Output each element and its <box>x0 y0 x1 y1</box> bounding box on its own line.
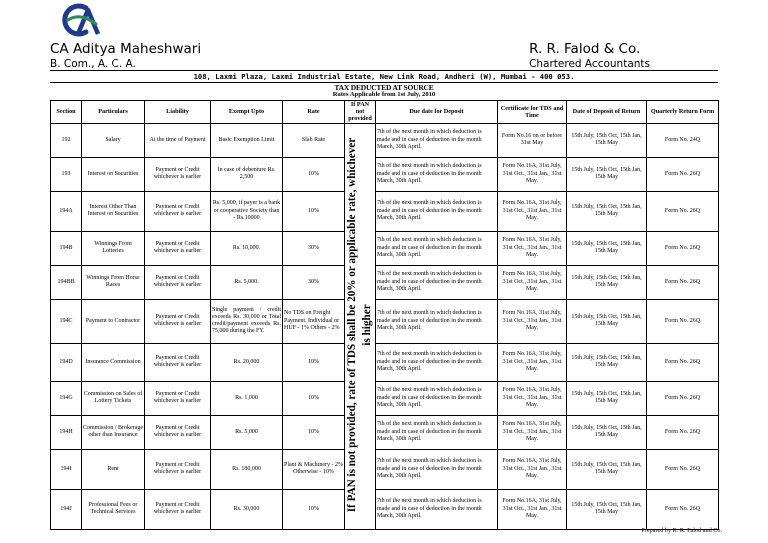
return-date-cell: 15th July, 15th Oct, 15th Jan, 15th May <box>567 489 647 529</box>
table-row <box>51 231 719 265</box>
col-section: Section <box>51 101 82 124</box>
pan-note-cell <box>345 123 376 529</box>
col-rate: Rate <box>283 101 345 124</box>
section-cell: 194D <box>51 343 82 381</box>
particulars-cell: Insurance Commission <box>82 343 145 381</box>
exempt-cell: Rs. 10,000. <box>211 231 283 265</box>
form-cell: Form No. 26Q <box>647 381 719 415</box>
form-cell: Form No. 26Q <box>647 265 719 299</box>
due-cell: 7th of the next month in which deduction is made and in case of deduction in the month March, 30th April. <box>376 449 498 489</box>
liability-cell: Payment or Credit whichever is earlier <box>145 343 211 381</box>
liability-cell: Payment or Credit whichever is earlier <box>145 415 211 449</box>
section-cell: 194H <box>51 415 82 449</box>
return-date-cell: 15th July, 15th Oct, 15th Jan, 15th May <box>567 299 647 343</box>
particulars-cell: Winnings From Lotteries <box>82 231 145 265</box>
exempt-cell: Rs. 5,000. <box>211 265 283 299</box>
section-cell: 193 <box>51 157 82 191</box>
rate-cell: 10% <box>283 489 345 529</box>
table-row <box>51 415 719 449</box>
certificate-cell: Form No.16A, 31st July, 31st Oct., 31st Jan., 31st May. <box>498 299 567 343</box>
liability-cell: Payment or Credit whichever is earlier <box>145 449 211 489</box>
ca-logo-icon <box>56 2 102 42</box>
due-cell: 7th of the next month in which deduction is made and in case of deduction in the month March, 30th April. <box>376 343 498 381</box>
certificate-cell: Form No.16A, 31st July, 31st Oct., 31st Jan., 31st May. <box>498 489 567 529</box>
liability-cell: Payment or Credit whichever is earlier <box>145 489 211 529</box>
document-title: TAX DEDUCTED AT SOURCE <box>334 83 434 92</box>
table-row <box>51 265 719 299</box>
return-date-cell: 15th July, 15th Oct, 15th Jan, 15th May <box>567 415 647 449</box>
due-cell: 7th of the next month in which deduction is made and in case of deduction in the month March, 30th April. <box>376 415 498 449</box>
section-cell: 192 <box>51 123 82 157</box>
right-name: R. R. Falod & Co. <box>529 41 641 57</box>
col-due: Due date for Deposit <box>376 101 498 124</box>
section-cell: 194A <box>51 191 82 231</box>
particulars-cell: Winnings From Horse Races <box>82 265 145 299</box>
firm-left-header <box>50 41 201 71</box>
divider-top <box>50 70 718 71</box>
form-cell: Form No. 26Q <box>647 343 719 381</box>
certificate-cell: Form No.16A, 31st July, 31st Oct., 31st Jan., 31st May. <box>498 415 567 449</box>
return-date-cell: 15th July, 15th Oct, 15th Jan, 15th May <box>567 157 647 191</box>
form-cell: Form No. 26Q <box>647 191 719 231</box>
form-cell: Form No. 26Q <box>647 415 719 449</box>
due-cell: 7th of the next month in which deduction is made and in case of deduction in the month March, 30th April. <box>376 489 498 529</box>
particulars-cell: Interest on Securities <box>82 157 145 191</box>
exempt-cell: Rs. 20,000 <box>211 343 283 381</box>
exempt-cell: Single payment / credit exceeds Rs. 30,000 or Total credit/payment exceeds Rs. 75,000 during the FY. <box>211 299 283 343</box>
table-row <box>51 449 719 489</box>
address: 108, Laxmi Plaza, Laxmi Industrial Estate, New Link Road, Andheri (W), Mumbai - 400 053. <box>193 72 575 81</box>
liability-cell: Payment or Credit whichever is earlier <box>145 265 211 299</box>
section-cell: 194J <box>51 489 82 529</box>
certificate-cell: Form No.16A, 31st July, 31st Oct., 31st Jan., 31st May. <box>498 265 567 299</box>
table-row <box>51 157 719 191</box>
particulars-cell: Rent <box>82 449 145 489</box>
certificate-cell: Form No.16A, 31st July, 31st Oct., 31st Jan., 31st May. <box>498 231 567 265</box>
section-cell: 194B <box>51 231 82 265</box>
due-cell: 7th of the next month in which deduction is made and in case of deduction in the month March, 30th April. <box>376 123 498 157</box>
rate-cell: 30% <box>283 265 345 299</box>
exempt-cell: In case of debenture Rs. 2,500 <box>211 157 283 191</box>
rate-cell: 10% <box>283 191 345 231</box>
table-row <box>51 191 719 231</box>
table-row <box>51 343 719 381</box>
exempt-cell: Rs. 5,000, if payer is a bank or cooperative Society than - Rs.10000 <box>211 191 283 231</box>
table-row <box>51 123 719 157</box>
due-cell: 7th of the next month in which deduction is made and in case of deduction in the month March, 30th April. <box>376 265 498 299</box>
section-cell: 194G <box>51 381 82 415</box>
table-row <box>51 299 719 343</box>
col-pan: If PAN not provided <box>345 101 376 124</box>
due-cell: 7th of the next month in which deduction is made and in case of deduction in the month March, 30th April. <box>376 157 498 191</box>
particulars-cell: Professional Fees or Technical Services <box>82 489 145 529</box>
exempt-cell: Basic Exemption Limit <box>211 123 283 157</box>
certificate-cell: Form No.16A, 31st July, 31st Oct., 31st Jan., 31st May. <box>498 157 567 191</box>
form-cell: Form No. 26Q <box>647 489 719 529</box>
exempt-cell: Rs. 180,000 <box>211 449 283 489</box>
firm-right-header <box>529 41 650 71</box>
form-cell: Form No. 26Q <box>647 231 719 265</box>
liability-cell: Payment or Credit whichever is earlier <box>145 157 211 191</box>
particulars-cell: Payment to Contractor <box>82 299 145 343</box>
return-date-cell: 15th July, 15th Oct, 15th Jan, 15th May <box>567 449 647 489</box>
certificate-cell: Form No.16A, 31st July, 31st Oct., 31st Jan., 31st May. <box>498 343 567 381</box>
return-date-cell: 15th July, 15th Oct, 15th Jan, 15th May <box>567 123 647 157</box>
form-cell: Form No. 26Q <box>647 449 719 489</box>
certificate-cell: Form No.16A, 31st July, 31st Oct., 31st Jan., 31st May. <box>498 449 567 489</box>
col-exempt: Exempt Upto <box>211 101 283 124</box>
return-date-cell: 15th July, 15th Oct, 15th Jan, 15th May <box>567 265 647 299</box>
table-row <box>51 381 719 415</box>
section-cell: 194C <box>51 299 82 343</box>
exempt-cell: Rs. 5,000 <box>211 415 283 449</box>
rate-cell: 10% <box>283 381 345 415</box>
rate-cell: Plant & Machinery - 2% Otherwise - 10% <box>283 449 345 489</box>
exempt-cell: Rs. 1,000 <box>211 381 283 415</box>
section-cell: 194I <box>51 449 82 489</box>
section-cell: 194BB <box>51 265 82 299</box>
footer-note: Prepared by R. R. Falod and Co. <box>641 527 722 534</box>
due-cell: 7th of the next month in which deduction is made and in case of deduction in the month March, 30th April. <box>376 381 498 415</box>
certificate-cell: Form No.16 on or before 31st May <box>498 123 567 157</box>
certificate-cell: Form No.16A, 31st July, 31st Oct., 31st Jan., 31st May. <box>498 381 567 415</box>
exempt-cell: Rs. 30,000 <box>211 489 283 529</box>
certificate-cell: Form No.16A, 31st July, 31st Oct., 31st Jan., 31st May. <box>498 191 567 231</box>
liability-cell: At the time of Payment <box>145 123 211 157</box>
return-date-cell: 15th July, 15th Oct, 15th Jan, 15th May <box>567 343 647 381</box>
particulars-cell: Interest Other Than Interest on Securities <box>82 191 145 231</box>
rate-cell: No TDS on Freight Payment. Individual or HUF - 1% Others - 2% <box>283 299 345 343</box>
rate-cell: 10% <box>283 157 345 191</box>
liability-cell: Payment or Credit whichever is earlier <box>145 299 211 343</box>
due-cell: 7th of the next month in which deduction is made and in case of deduction in the month March, 30th April. <box>376 191 498 231</box>
left-qualification: B. Com., A. C. A. <box>50 58 136 70</box>
rate-cell: Slab Rate <box>283 123 345 157</box>
col-certificate: Certificate for TDS and Time <box>498 101 567 124</box>
return-date-cell: 15th July, 15th Oct, 15th Jan, 15th May <box>567 381 647 415</box>
table-row <box>51 489 719 529</box>
form-cell: Form No. 24Q <box>647 123 719 157</box>
due-cell: 7th of the next month in which deduction is made and in case of deduction in the month March, 30th April. <box>376 299 498 343</box>
liability-cell: Payment or Credit whichever is earlier <box>145 381 211 415</box>
due-cell: 7th of the next month in which deduction is made and in case of deduction in the month March, 30th April. <box>376 231 498 265</box>
rate-cell: 10% <box>283 415 345 449</box>
left-name: CA Aditya Maheshwari <box>50 41 202 57</box>
return-date-cell: 15th July, 15th Oct, 15th Jan, 15th May <box>567 231 647 265</box>
document-subtitle: Rates Applicable from 1st July, 2010 <box>332 91 436 98</box>
col-liability: Liability <box>145 101 211 124</box>
form-cell: Form No. 26Q <box>647 157 719 191</box>
pan-note: If PAN is not provided, rate of TDS shall be 20% or applicable rate, whichever is higher <box>346 137 373 513</box>
col-return-date: Date of Deposit of Return <box>567 101 647 124</box>
rate-cell: 30% <box>283 231 345 265</box>
particulars-cell: Salary <box>82 123 145 157</box>
col-particulars: Particulars <box>82 101 145 124</box>
liability-cell: Payment or Credit whichever is earlier <box>145 231 211 265</box>
table-header-row <box>51 101 719 124</box>
right-qualification: Chartered Accountants <box>529 58 650 70</box>
tds-table <box>50 100 719 530</box>
liability-cell: Payment or Credit whichever is earlier <box>145 191 211 231</box>
particulars-cell: Commission / Brokerage other than Insurance <box>82 415 145 449</box>
form-cell: Form No. 26Q <box>647 299 719 343</box>
return-date-cell: 15th July, 15th Oct, 15th Jan, 15th May <box>567 191 647 231</box>
rate-cell: 10% <box>283 343 345 381</box>
col-form: Quarterly Return Form <box>647 101 719 124</box>
particulars-cell: Commission on Sales of Lottery Tickets <box>82 381 145 415</box>
